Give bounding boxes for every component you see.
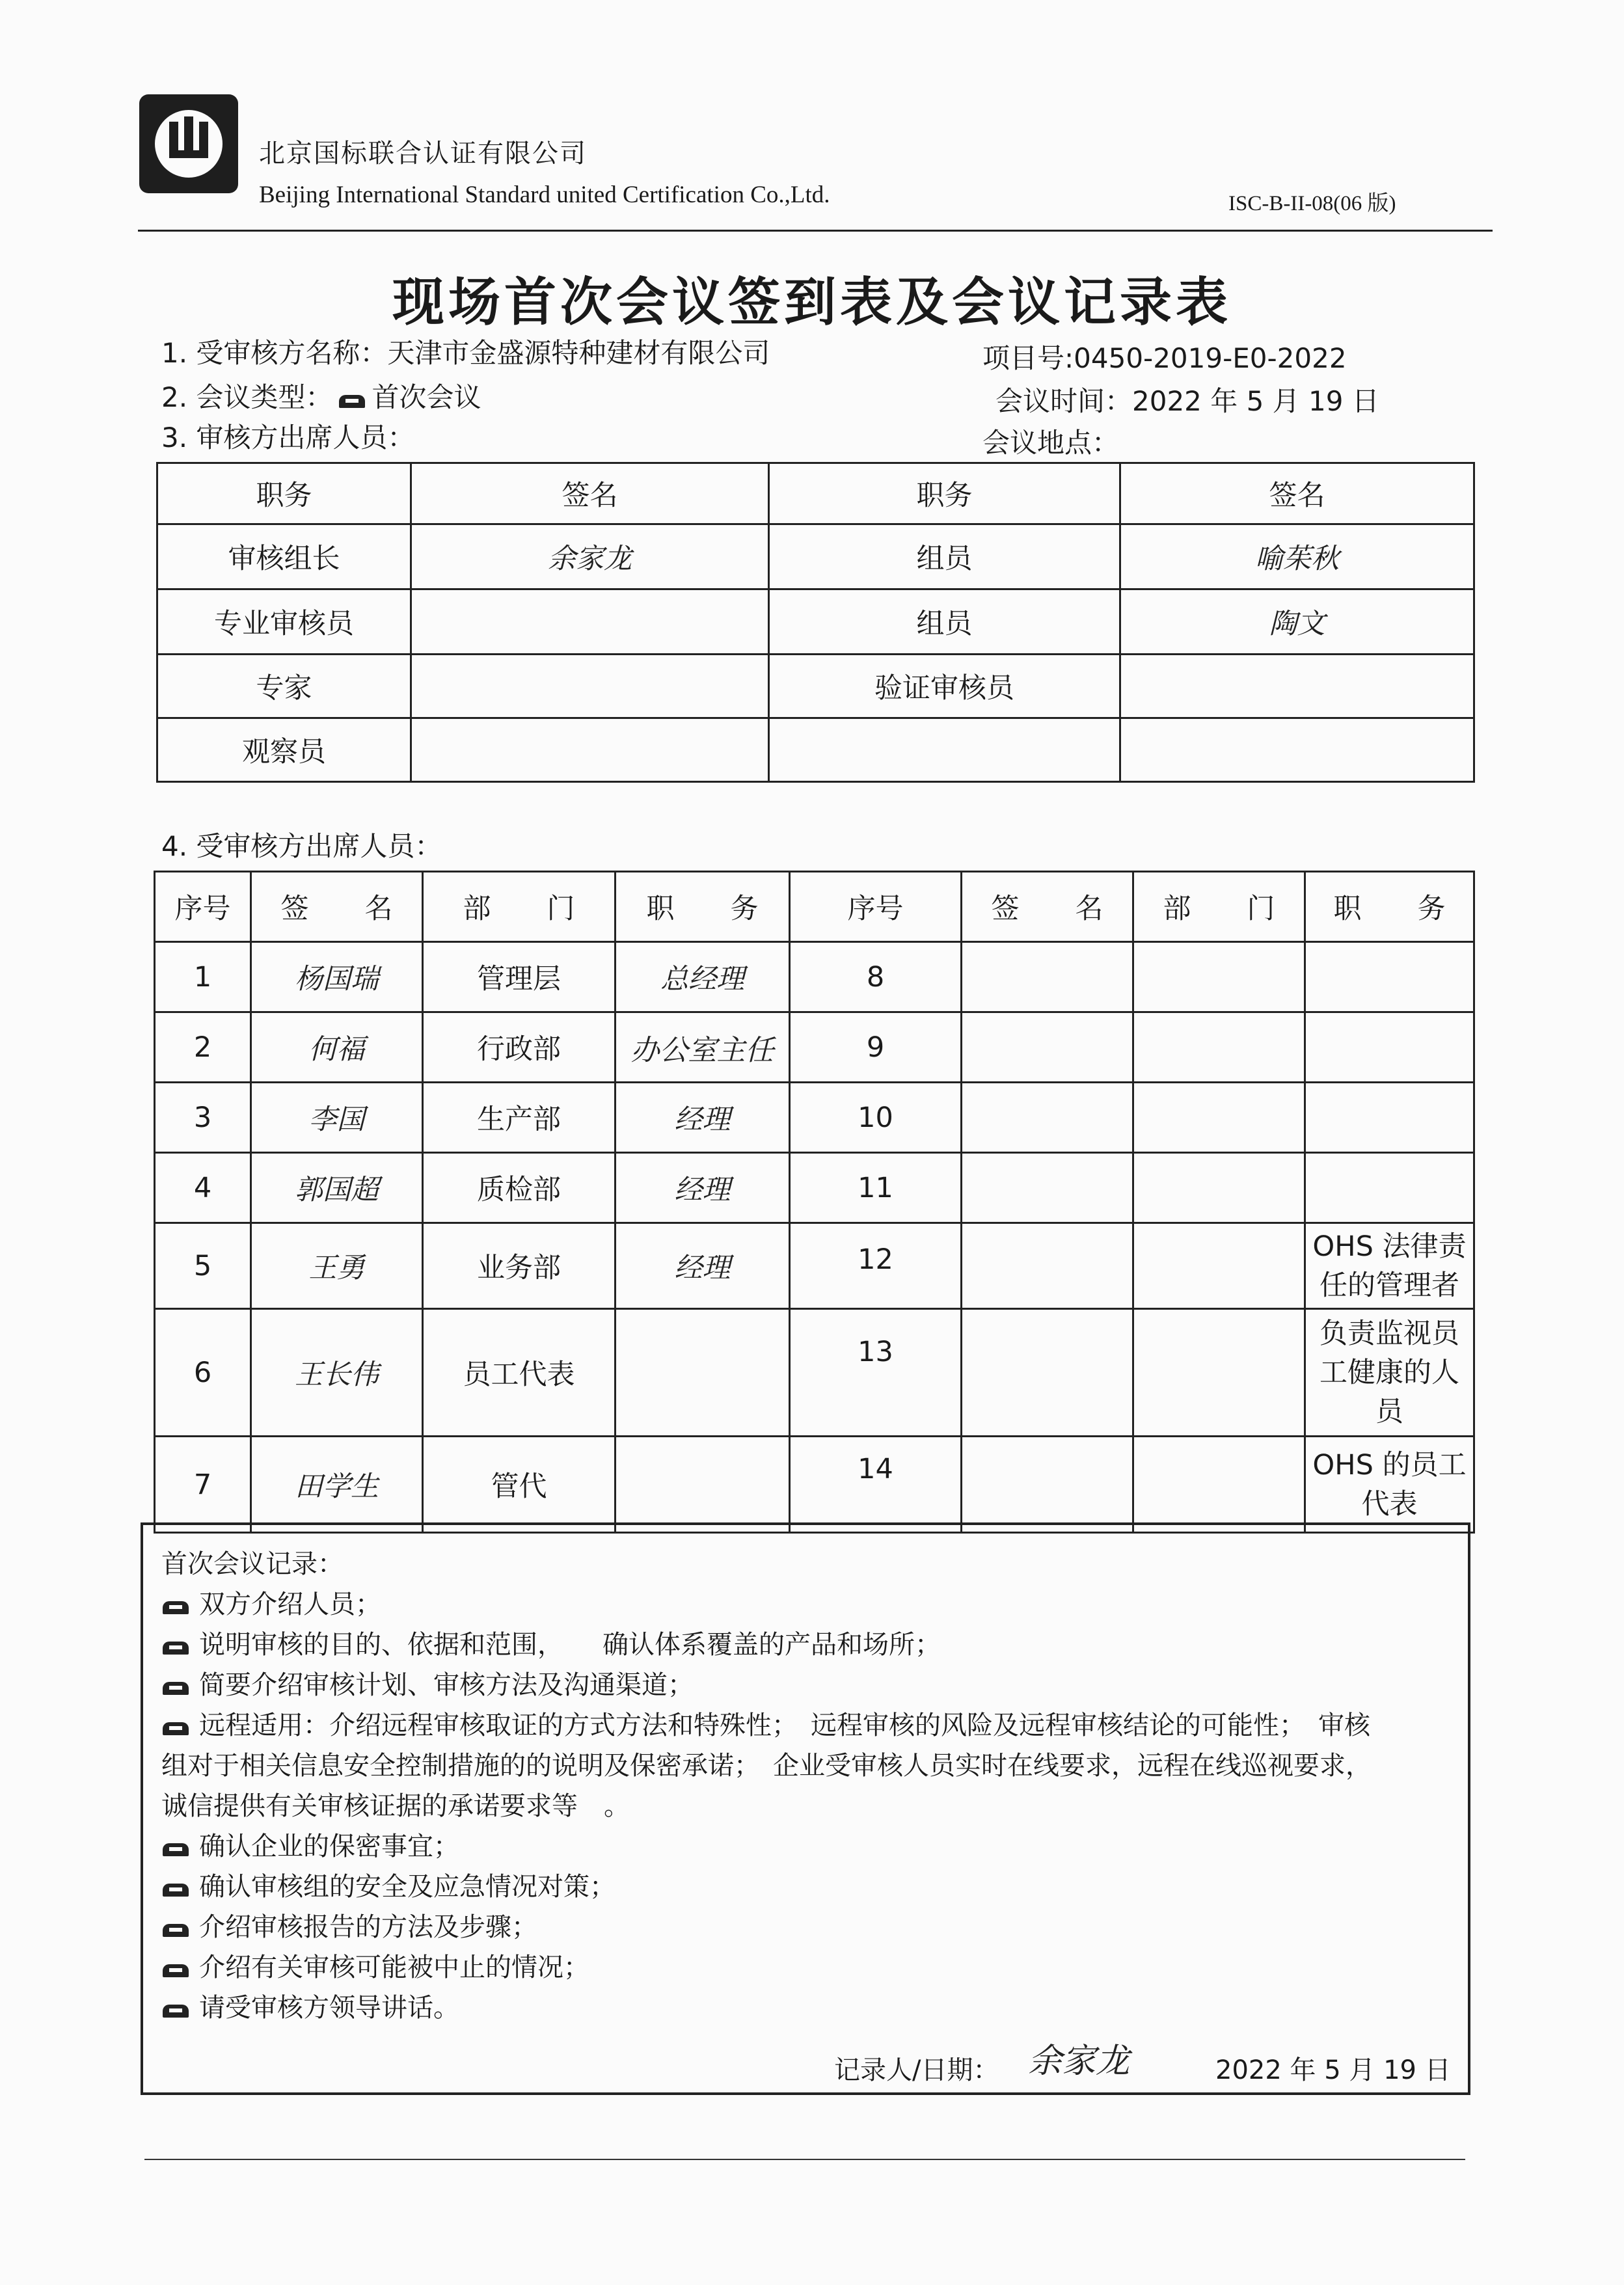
- list-item: 介绍审核报告的方法及步骤；: [161, 1906, 537, 1943]
- table-row: [155, 1083, 1474, 1153]
- department-cell: 生产部: [423, 1083, 616, 1153]
- hand-pointer-icon: [161, 1677, 190, 1696]
- auditee-attendees-label: 4. 受审核方出席人员：: [161, 830, 442, 862]
- row-number: 11: [790, 1153, 962, 1223]
- department-cell: 管代: [423, 1437, 616, 1533]
- col-header-department: 部 门: [423, 872, 616, 942]
- role-cell: 专业审核员: [157, 589, 411, 655]
- col-header-signature: 签名: [411, 463, 769, 524]
- signature-cell: 田学生: [251, 1437, 423, 1533]
- table-row: [157, 655, 1474, 718]
- department-cell: 员工代表: [423, 1309, 616, 1437]
- role-cell: [616, 1437, 790, 1533]
- meeting-type-value: 首次会议: [372, 381, 481, 413]
- col-header-role: 职 务: [616, 872, 790, 942]
- col-header-signature: 签名: [1120, 463, 1474, 524]
- col-header-number: 序号: [155, 872, 251, 942]
- role-cell: 总经理: [616, 942, 790, 1012]
- meeting-type-label: 2. 会议类型：: [161, 381, 333, 413]
- company-name-cn: 北京国标联合认证有限公司: [259, 139, 587, 169]
- role-cell: OHS 法律责任的管理者: [1305, 1223, 1474, 1309]
- table-row: [157, 589, 1474, 655]
- hand-pointer-icon: [161, 1717, 190, 1737]
- col-header-role: 职务: [157, 463, 411, 524]
- department-cell: [1133, 1223, 1305, 1309]
- signature-cell: 王长伟: [251, 1309, 423, 1437]
- list-item: 双方介绍人员；: [161, 1584, 381, 1621]
- row-number: 9: [790, 1012, 962, 1083]
- hand-pointer-icon: [161, 1959, 190, 1979]
- role-cell: [1305, 1083, 1474, 1153]
- role-cell: [1305, 942, 1474, 1012]
- hand-pointer-icon: [161, 1999, 190, 2019]
- list-item: 确认审核组的安全及应急情况对策；: [161, 1866, 616, 1903]
- table-row: [155, 1437, 1474, 1533]
- signature-cell: 王勇: [251, 1223, 423, 1309]
- role-cell: 验证审核员: [769, 655, 1120, 718]
- role-cell: 经理: [616, 1223, 790, 1309]
- col-header-number: 序号: [790, 872, 962, 942]
- list-item-continuation: 组对于相关信息安全控制措施的的说明及保密承诺； 企业受审核人员实时在线要求，远程在线巡视要求，: [161, 1751, 1372, 1781]
- auditor-table: [156, 462, 1475, 783]
- hand-pointer-icon: [161, 1838, 190, 1858]
- list-item: 简要介绍审核计划、审核方法及沟通渠道；: [161, 1664, 694, 1701]
- hand-pointer-icon: [161, 1878, 190, 1898]
- signature-cell: [411, 655, 769, 718]
- signature-cell: 李国: [251, 1083, 423, 1153]
- signature-cell: 喻茱秋: [1120, 524, 1474, 589]
- row-number: 3: [155, 1083, 251, 1153]
- role-cell: [616, 1309, 790, 1437]
- meeting-type: [161, 376, 481, 415]
- col-header-signature: 签 名: [962, 872, 1133, 942]
- document-code: ISC-B-II-08(06 版): [1228, 192, 1396, 215]
- role-cell: 组员: [769, 524, 1120, 589]
- list-item: 说明审核的目的、依据和范围， 确认体系覆盖的产品和场所；: [161, 1624, 941, 1661]
- department-cell: 行政部: [423, 1012, 616, 1083]
- minutes-heading: 首次会议记录：: [161, 1549, 344, 1579]
- department-cell: [1133, 1153, 1305, 1223]
- department-cell: 业务部: [423, 1223, 616, 1309]
- row-number: 1: [155, 942, 251, 1012]
- auditor-attendees-label: 3. 审核方出席人员：: [161, 422, 415, 453]
- signature-cell: [962, 1153, 1133, 1223]
- signature-cell: 杨国瑞: [251, 942, 423, 1012]
- row-number: 8: [790, 942, 962, 1012]
- hand-pointer-icon: [161, 1919, 190, 1938]
- list-item: 介绍有关审核可能被中止的情况；: [161, 1947, 589, 1984]
- recorder-signature: 余家龙: [1028, 2042, 1130, 2081]
- department-cell: 质检部: [423, 1153, 616, 1223]
- row-number: 13: [790, 1309, 962, 1437]
- row-number: 7: [155, 1437, 251, 1533]
- footer-divider: [144, 2159, 1465, 2160]
- signature-cell: 陶文: [1120, 589, 1474, 655]
- company-logo: [139, 94, 238, 193]
- signature-cell: [411, 589, 769, 655]
- col-header-role: 职务: [769, 463, 1120, 524]
- role-cell: 经理: [616, 1153, 790, 1223]
- role-cell: 审核组长: [157, 524, 411, 589]
- col-header-department: 部 门: [1133, 872, 1305, 942]
- company-name-en: Beijing International Standard united Certification Co.,Ltd.: [259, 182, 830, 208]
- signature-cell: [1120, 655, 1474, 718]
- signature-cell: [962, 1223, 1133, 1309]
- role-cell: 负责监视员工健康的人员: [1305, 1309, 1474, 1437]
- table-row: [157, 524, 1474, 589]
- signature-cell: [1120, 718, 1474, 782]
- hand-pointer-icon: [161, 1596, 190, 1616]
- list-item: 远程适用：介绍远程审核取证的方式方法和特殊性； 远程审核的风险及远程审核结论的可能性； 审核: [161, 1705, 1370, 1742]
- list-item: 请受审核方领导讲话。: [161, 1987, 459, 2024]
- signature-cell: [962, 1012, 1133, 1083]
- checkbox-mark-icon: [338, 390, 366, 409]
- role-cell: [1305, 1153, 1474, 1223]
- signature-cell: [962, 1437, 1133, 1533]
- role-cell: 经理: [616, 1083, 790, 1153]
- recorder-date: 2022 年 5 月 19 日: [1215, 2055, 1451, 2085]
- hand-pointer-icon: [161, 1636, 190, 1656]
- auditee-name: 1. 受审核方名称：天津市金盛源特种建材有限公司: [161, 337, 770, 369]
- table-row: [155, 942, 1474, 1012]
- auditee-table-header: [155, 872, 1474, 942]
- table-row: [157, 718, 1474, 782]
- col-header-signature: 签 名: [251, 872, 423, 942]
- row-number: 5: [155, 1223, 251, 1309]
- row-number: 14: [790, 1437, 962, 1533]
- col-header-role: 职 务: [1305, 872, 1474, 942]
- department-cell: [1133, 1437, 1305, 1533]
- signature-cell: 何福: [251, 1012, 423, 1083]
- role-cell: 办公室主任: [616, 1012, 790, 1083]
- role-cell: OHS 的员工代表: [1305, 1437, 1474, 1533]
- header-divider: [138, 230, 1493, 232]
- department-cell: 管理层: [423, 942, 616, 1012]
- meeting-time: 会议时间：2022 年 5 月 19 日: [995, 385, 1379, 417]
- signature-cell: 郭国超: [251, 1153, 423, 1223]
- role-cell: 观察员: [157, 718, 411, 782]
- row-number: 12: [790, 1223, 962, 1309]
- table-row: [155, 1012, 1474, 1083]
- role-cell: 专家: [157, 655, 411, 718]
- signature-cell: 余家龙: [411, 524, 769, 589]
- role-cell: [1305, 1012, 1474, 1083]
- department-cell: [1133, 1083, 1305, 1153]
- meeting-place: 会议地点：: [982, 427, 1120, 459]
- page-title: 现场首次会议签到表及会议记录表: [392, 272, 1232, 332]
- table-row: [155, 1153, 1474, 1223]
- table-row: [155, 1223, 1474, 1309]
- role-cell: 组员: [769, 589, 1120, 655]
- department-cell: [1133, 942, 1305, 1012]
- role-cell: [769, 718, 1120, 782]
- row-number: 10: [790, 1083, 962, 1153]
- auditor-table-header: [157, 463, 1474, 524]
- signature-cell: [962, 942, 1133, 1012]
- list-item-continuation: 诚信提供有关审核证据的承诺要求等 。: [161, 1791, 630, 1821]
- meeting-minutes: [141, 1522, 1470, 2095]
- row-number: 4: [155, 1153, 251, 1223]
- row-number: 6: [155, 1309, 251, 1437]
- auditee-table: [154, 871, 1475, 1534]
- project-number: 项目号:0450-2019-E0-2022: [982, 342, 1347, 374]
- signature-cell: [962, 1309, 1133, 1437]
- list-item: 确认企业的保密事宜；: [161, 1826, 459, 1863]
- table-row: [155, 1309, 1474, 1437]
- signature-cell: [962, 1083, 1133, 1153]
- department-cell: [1133, 1309, 1305, 1437]
- recorder-label: 记录人/日期：: [834, 2055, 999, 2085]
- row-number: 2: [155, 1012, 251, 1083]
- signature-cell: [411, 718, 769, 782]
- department-cell: [1133, 1012, 1305, 1083]
